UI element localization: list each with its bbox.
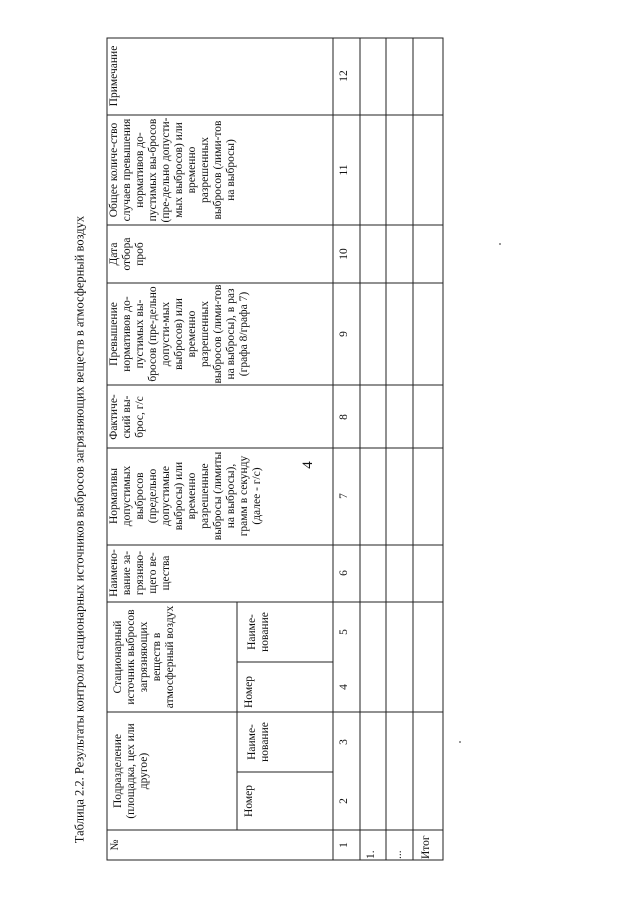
column-number: 2 xyxy=(338,798,350,804)
header-actual: Фактиче-ский вы-брос, г/с xyxy=(108,394,146,440)
header-source-name: Наиме-нование xyxy=(246,612,271,652)
column-number: 12 xyxy=(338,70,350,82)
column-number: 10 xyxy=(338,248,350,260)
row-label: 1. xyxy=(365,850,377,859)
header-excess: Превышение нормативов до-пустимых вы-бросов (пре-дельно допусти-мых выбросов) или временно разрешенных выбросов (лими-тов на выбросы), в раз (графа 8/графа 7) xyxy=(108,284,250,384)
header-source-number: Номер xyxy=(243,676,255,708)
column-number: 9 xyxy=(338,331,350,337)
column-number: 4 xyxy=(338,684,350,690)
column-number: 8 xyxy=(338,414,350,420)
column-number: 5 xyxy=(338,629,350,635)
scan-speck xyxy=(499,243,501,245)
column-number: 7 xyxy=(338,493,350,499)
header-subdivision: Подразделение (площадка, цех или другое) xyxy=(112,723,150,819)
scan-speck xyxy=(459,741,461,743)
column-number: 3 xyxy=(338,739,350,745)
header-no: № xyxy=(109,839,121,851)
column-number: 1 xyxy=(338,842,350,848)
row-label: Итог xyxy=(420,835,432,859)
column-number: 6 xyxy=(338,570,350,576)
page-number: 4 xyxy=(300,461,316,469)
header-total: Общее количе-ство случаев превышения нормативов до-пустимых вы-бросов (пре-дельно допусти-мых выбросов) или временно разрешенных выбросов (лими-тов на выбросы) xyxy=(108,117,237,223)
header-subdivision-number: Номер xyxy=(243,785,255,817)
header-subdivision-name: Наиме-нование xyxy=(246,722,271,762)
header-date: Дата отбора проб xyxy=(108,237,146,271)
row-label: ... xyxy=(392,850,404,859)
header-source: Стационарный источник выбросов загрязняющих веществ в атмосферный воздух xyxy=(112,605,176,709)
header-pollutant: Наимено-вание за-грязняю-щего ве-щества xyxy=(108,549,172,597)
header-norms: Нормативы допустимых выбросов (предельно допустимые выбросы) или временно разрешенные выбросы (лимиты на выбросы), грамм в секунду (далее - г/с) xyxy=(108,451,263,541)
column-number: 11 xyxy=(338,164,350,176)
header-note: Примечание xyxy=(108,45,120,107)
